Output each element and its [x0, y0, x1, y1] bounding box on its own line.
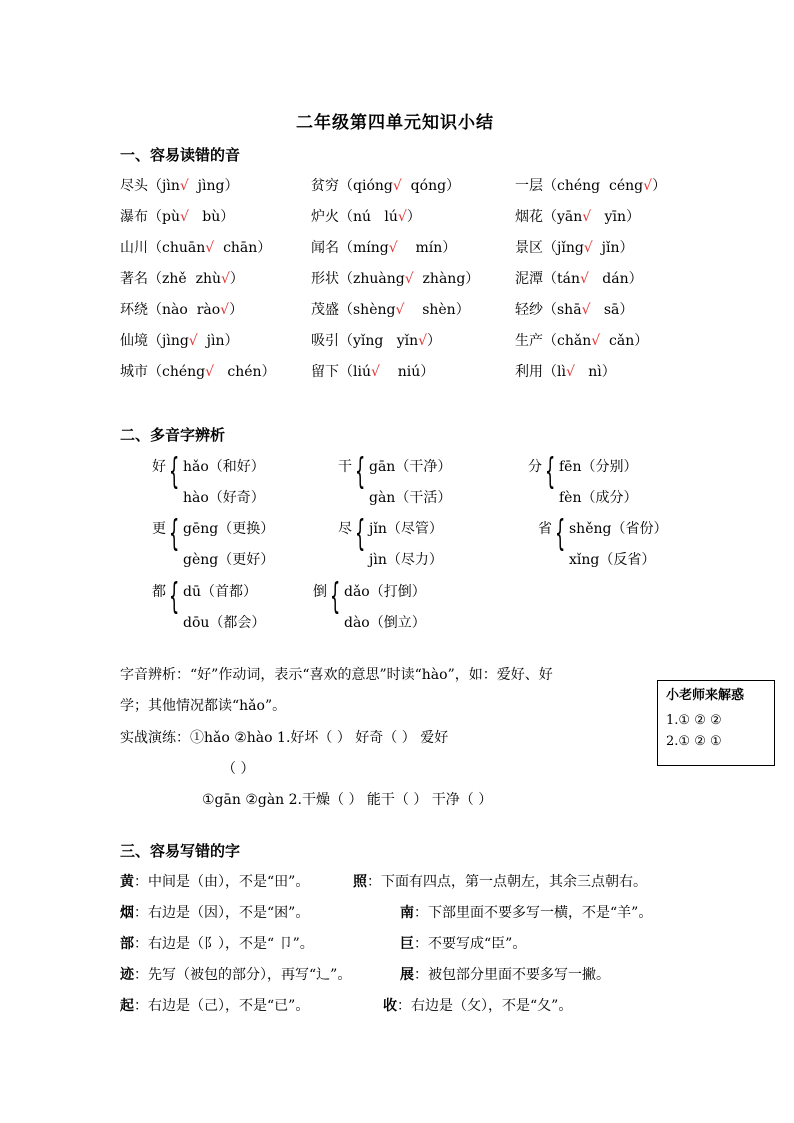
- pronunciation-text: 泥潭（tán: [515, 271, 580, 287]
- tip-box: [657, 680, 775, 766]
- pronunciation-text: 形状（zhuàng: [311, 271, 405, 287]
- mistake-char: 起: [120, 998, 134, 1014]
- mistake-item: [120, 902, 309, 922]
- polyphone-char: 干: [338, 459, 352, 475]
- mistake-char: 展: [400, 967, 414, 983]
- mistake-item: [400, 933, 526, 953]
- mistake-char: 巨: [400, 936, 414, 952]
- check-mark-icon: √: [580, 271, 589, 287]
- pronunciation-text: 烟花（yān: [515, 209, 583, 225]
- pronunciation-item: [120, 206, 234, 226]
- pronunciation-text: 山川（chuān: [120, 240, 206, 256]
- brace-icon: {: [169, 451, 180, 492]
- pronunciation-text: chén）: [214, 364, 276, 380]
- check-mark-icon: √: [581, 302, 591, 318]
- pronunciation-text: 城市（chéng: [120, 364, 206, 380]
- polyphone-reading: gēng（更换）: [183, 521, 275, 537]
- mistake-note: ：右边是（攵），不是“夂”。: [397, 998, 573, 1014]
- polyphone-reading: dōu（都会）: [183, 615, 266, 631]
- pronunciation-item: [515, 175, 666, 195]
- check-mark-icon: √: [179, 209, 189, 225]
- polyphone-reading: shěng（省份）: [569, 521, 668, 537]
- brace-icon: {: [169, 513, 180, 554]
- check-mark-icon: √: [643, 178, 653, 194]
- pronunciation-text: sā）: [590, 302, 634, 318]
- mistake-item: [383, 995, 572, 1015]
- check-mark-icon: √: [395, 302, 405, 318]
- check-mark-icon: √: [370, 364, 380, 380]
- tip-box-title: 小老师来解惑: [666, 688, 745, 703]
- polyphone-reading: fēn（分别）: [559, 459, 638, 475]
- polyphone-reading: xǐng（反省）: [569, 552, 656, 568]
- analysis-line-2: 学；其他情况都读“hǎo”。: [120, 698, 287, 714]
- pronunciation-text: 利用（lì: [515, 364, 566, 380]
- polyphone-char: 都: [152, 584, 166, 600]
- mistake-note: ：不要写成“臣”。: [414, 936, 527, 952]
- pronunciation-text: ）: [427, 333, 442, 349]
- pronunciation-text: qóng）: [401, 178, 461, 194]
- mistake-note: ：中间是（由），不是“田”。: [134, 874, 310, 890]
- mistake-item: [120, 871, 309, 891]
- pronunciation-text: cǎn）: [600, 333, 649, 349]
- pronunciation-text: bù）: [188, 209, 235, 225]
- pronunciation-item: [515, 237, 633, 257]
- pronunciation-item: [311, 237, 456, 257]
- section1-heading: 一、容易读错的音: [120, 146, 241, 164]
- pronunciation-item: [515, 330, 648, 350]
- pronunciation-item: [120, 237, 271, 257]
- pronunciation-text: yīn）: [591, 209, 640, 225]
- mistake-note: ：下部里面不要多写一横，不是“羊”。: [414, 905, 653, 921]
- pronunciation-text: 轻纱（shā: [515, 302, 582, 318]
- polyphone-reading: hào（好奇）: [183, 490, 265, 506]
- polyphone-char: 省: [538, 521, 552, 537]
- polyphone-char: 好: [152, 459, 166, 475]
- mistake-item: [400, 902, 652, 922]
- pronunciation-text: zhàng）: [413, 271, 480, 287]
- polyphone-char: 尽: [338, 521, 352, 537]
- polyphone-reading: fèn（成分）: [559, 490, 638, 506]
- polyphone-reading: gàn（干活）: [369, 490, 452, 506]
- pronunciation-item: [311, 175, 460, 195]
- pronunciation-text: 仙境（jìng: [120, 333, 189, 349]
- check-mark-icon: √: [397, 209, 407, 225]
- polyphone-reading: hǎo（和好）: [183, 459, 265, 475]
- pronunciation-item: [120, 299, 243, 319]
- check-mark-icon: √: [583, 240, 593, 256]
- mistake-note: ：先写（被包的部分），再写“辶”。: [134, 967, 352, 983]
- pronunciation-text: 闻名（míng: [311, 240, 389, 256]
- mistake-note: ：右边是（因），不是“困”。: [134, 905, 310, 921]
- pronunciation-text: 生产（chǎn: [515, 333, 592, 349]
- check-mark-icon: √: [565, 364, 575, 380]
- mistake-item: [120, 964, 351, 984]
- mistake-char: 收: [383, 998, 397, 1014]
- check-mark-icon: √: [221, 271, 230, 287]
- mistake-note: ：下面有四点，第一点朝左，其余三点朝右。: [367, 874, 647, 890]
- check-mark-icon: √: [205, 364, 215, 380]
- pronunciation-item: [515, 361, 616, 381]
- pronunciation-text: jǐn）: [592, 240, 634, 256]
- pronunciation-text: 留下（liú: [311, 364, 371, 380]
- check-mark-icon: √: [205, 240, 215, 256]
- pronunciation-text: nì）: [574, 364, 616, 380]
- pronunciation-item: [311, 361, 434, 381]
- tip-answer-2: 2.① ② ①: [666, 734, 722, 749]
- polyphone-reading: dǎo（打倒）: [344, 584, 426, 600]
- practice-line-2: （ ）: [222, 761, 255, 777]
- pronunciation-text: chān）: [214, 240, 272, 256]
- pronunciation-item: [515, 299, 633, 319]
- page-title: 二年级第四单元知识小结: [296, 113, 494, 133]
- pronunciation-text: 尽头（jìn: [120, 178, 180, 194]
- brace-icon: {: [169, 576, 180, 617]
- pronunciation-item: [120, 268, 244, 288]
- mistake-char: 黄: [120, 874, 134, 890]
- pronunciation-text: 景区（jǐng: [515, 240, 584, 256]
- check-mark-icon: √: [392, 178, 402, 194]
- mistake-char: 迹: [120, 967, 134, 983]
- pronunciation-text: ）: [652, 178, 667, 194]
- mistake-char: 照: [353, 874, 367, 890]
- pronunciation-item: [120, 330, 238, 350]
- pronunciation-text: 瀑布（pù: [120, 209, 180, 225]
- pronunciation-text: 茂盛（shèng: [311, 302, 396, 318]
- pronunciation-text: dán）: [588, 271, 643, 287]
- pronunciation-text: niú）: [379, 364, 435, 380]
- check-mark-icon: √: [582, 209, 592, 225]
- brace-icon: {: [355, 451, 366, 492]
- check-mark-icon: √: [388, 240, 398, 256]
- polyphone-reading: dū（首都）: [183, 584, 257, 600]
- mistake-char: 烟: [120, 905, 134, 921]
- polyphone-char: 分: [528, 459, 542, 475]
- mistake-char: 部: [120, 936, 134, 952]
- check-mark-icon: √: [591, 333, 601, 349]
- pronunciation-item: [311, 268, 479, 288]
- brace-icon: {: [355, 513, 366, 554]
- check-mark-icon: √: [404, 271, 414, 287]
- pronunciation-text: ）: [229, 271, 244, 287]
- mistake-note: ：被包部分里面不要多写一撇。: [414, 967, 610, 983]
- brace-icon: {: [330, 576, 341, 617]
- pronunciation-text: 一层（chéng céng: [515, 178, 644, 194]
- mistake-item: [353, 871, 647, 891]
- polyphone-reading: jǐn（尽管）: [369, 521, 443, 537]
- polyphone-reading: jìn（尽力）: [369, 552, 443, 568]
- pronunciation-text: 著名（zhě zhù: [120, 271, 221, 287]
- polyphone-char: 倒: [313, 584, 327, 600]
- pronunciation-text: 贫穷（qióng: [311, 178, 393, 194]
- analysis-line-1: 字音辨析：“好”作动词，表示“喜欢的意思”时读“hào”，如：爱好、好: [120, 667, 553, 683]
- mistake-item: [400, 964, 610, 984]
- pronunciation-text: 环绕（nào rào: [120, 302, 221, 318]
- check-mark-icon: √: [188, 333, 198, 349]
- check-mark-icon: √: [179, 178, 189, 194]
- check-mark-icon: √: [418, 333, 428, 349]
- polyphone-char: 更: [152, 521, 166, 537]
- polyphone-reading: gèng（更好）: [183, 552, 275, 568]
- pronunciation-item: [311, 330, 441, 350]
- tip-answer-1: 1.① ② ②: [666, 713, 722, 728]
- check-mark-icon: √: [220, 302, 230, 318]
- pronunciation-text: jìng）: [188, 178, 239, 194]
- pronunciation-text: 炉火（nú lú: [311, 209, 398, 225]
- mistake-char: 南: [400, 905, 414, 921]
- mistake-note: ：右边是（阝），不是“ 卩”。: [134, 936, 314, 952]
- pronunciation-item: [515, 206, 640, 226]
- pronunciation-text: 吸引（yǐng yǐn: [311, 333, 419, 349]
- section3-heading: 三、容易写错的字: [120, 842, 241, 860]
- polyphone-reading: gān（干净）: [369, 459, 452, 475]
- mistake-note: ：右边是（己），不是“已”。: [134, 998, 310, 1014]
- polyphone-reading: dào（倒立）: [344, 615, 426, 631]
- pronunciation-text: jìn）: [197, 333, 239, 349]
- mistake-item: [120, 995, 309, 1015]
- pronunciation-item: [120, 361, 276, 381]
- practice-line-3: ①gān ②gàn 2.干燥（ ） 能干（ ） 干净（ ）: [202, 792, 493, 808]
- practice-line-1: 实战演练：①hǎo ②hào 1.好坏（ ） 好奇（ ） 爱好: [120, 730, 449, 746]
- brace-icon: {: [545, 451, 556, 492]
- pronunciation-text: ）: [229, 302, 244, 318]
- pronunciation-text: mín）: [397, 240, 457, 256]
- section2-heading: 二、多音字辨析: [120, 426, 226, 444]
- pronunciation-item: [120, 175, 238, 195]
- pronunciation-item: [311, 206, 421, 226]
- mistake-item: [120, 933, 314, 953]
- pronunciation-text: shèn）: [404, 302, 470, 318]
- brace-icon: {: [555, 513, 566, 554]
- pronunciation-text: ）: [406, 209, 421, 225]
- pronunciation-item: [515, 268, 643, 288]
- pronunciation-item: [311, 299, 470, 319]
